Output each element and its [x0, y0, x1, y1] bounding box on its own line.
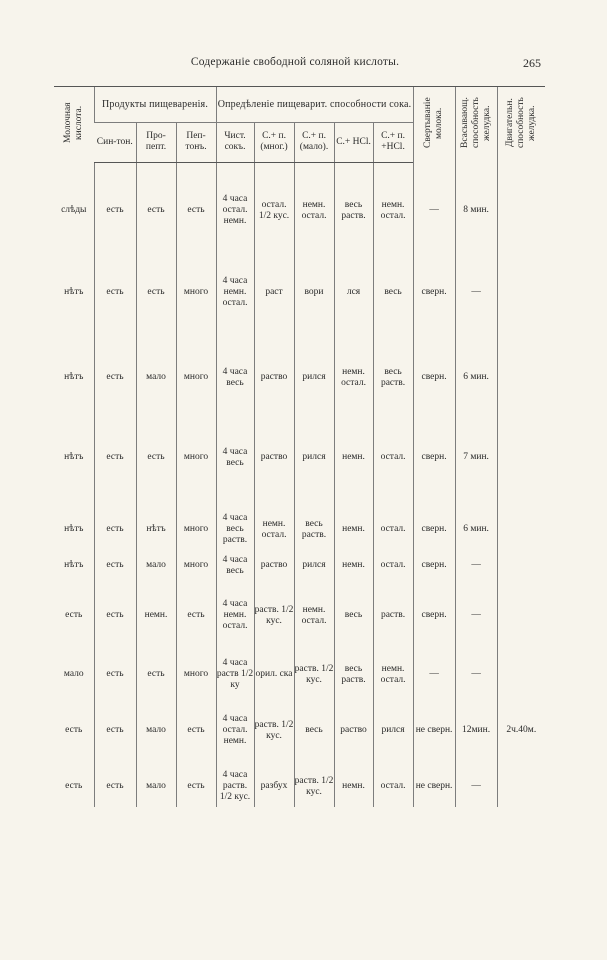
table-cell: раство — [334, 695, 373, 767]
table-cell: 4 часа весь — [216, 345, 254, 411]
table-cell — [497, 655, 545, 695]
table-cell: не сверн. — [413, 767, 455, 807]
table-row — [54, 345, 545, 411]
table-cell: много — [176, 655, 216, 695]
table-cell: нѣтъ — [136, 505, 176, 555]
table-cell: есть — [94, 695, 136, 767]
header-syntone: Син-тон. — [94, 122, 136, 162]
table-cell: раство — [254, 345, 294, 411]
table-cell: 4 часа весь — [216, 555, 254, 577]
table-cell: немн. — [334, 767, 373, 807]
table-cell: немн. остал. — [373, 181, 413, 241]
table-cell: раств. 1/2 кус. — [254, 577, 294, 655]
table-cell: весь — [334, 577, 373, 655]
table-row — [54, 241, 545, 345]
table-cell: немн. остал. — [373, 655, 413, 695]
table-cell: 4 часа немн. остал. — [216, 577, 254, 655]
table-cell: остал. — [373, 505, 413, 555]
page-header — [0, 56, 607, 72]
table-cell — [497, 577, 545, 655]
table-cell: немн. остал. — [334, 345, 373, 411]
table-cell: весь раств. — [334, 181, 373, 241]
table-cell: 4 часа весь — [216, 411, 254, 505]
table-cell: раств. 1/2 кус. — [294, 767, 334, 807]
table-row — [54, 505, 545, 555]
table-cell: мало — [136, 555, 176, 577]
table-cell: — — [455, 241, 497, 345]
table-cell: рился — [294, 555, 334, 577]
table-cell: есть — [94, 411, 136, 505]
table-cell: слѣды — [61, 205, 87, 215]
table-row — [54, 411, 545, 505]
table-cell: — — [455, 577, 497, 655]
table-cell: орил. ска — [254, 655, 294, 695]
table-cell: немн. остал. — [294, 577, 334, 655]
table-cell: 8 мин. — [455, 181, 497, 241]
table-cell: есть — [176, 767, 216, 807]
table-cell: сверн. — [413, 345, 455, 411]
table-row — [54, 181, 545, 241]
table-cell: раств. 1/2 кус. — [254, 695, 294, 767]
table-cell: раство — [254, 411, 294, 505]
table-cell: остал. 1/2 кус. — [254, 181, 294, 241]
table-cell: есть — [136, 181, 176, 241]
table-cell: разбух — [254, 767, 294, 807]
table-cell: есть — [94, 767, 136, 807]
table-cell: есть — [94, 505, 136, 555]
header-motor-function: Двигательн. способность желудка. — [497, 87, 545, 163]
table-body — [54, 162, 545, 807]
table-cell: мало — [63, 669, 84, 679]
table-cell: 4 часа весь раств. — [216, 505, 254, 555]
page-number: 265 — [523, 56, 541, 70]
table-row — [54, 655, 545, 695]
header-absorption: Всасывающ. способность желудка. — [455, 87, 497, 163]
table-cell: мало — [136, 345, 176, 411]
table-cell: мало — [136, 695, 176, 767]
header-pure-juice: Чист. сокъ. — [216, 122, 254, 162]
table-cell: — — [413, 181, 455, 241]
table-cell: много — [176, 241, 216, 345]
table-cell — [497, 505, 545, 555]
table-cell: раст — [254, 241, 294, 345]
table-cell: немн. — [136, 577, 176, 655]
table-cell: сверн. — [413, 411, 455, 505]
table-cell: раство — [254, 555, 294, 577]
table-cell: рился — [294, 345, 334, 411]
table-spacer — [54, 162, 545, 181]
table-cell: немн. остал. — [294, 181, 334, 241]
data-table — [54, 86, 545, 807]
table-row — [54, 577, 545, 655]
table-cell: есть — [94, 655, 136, 695]
table-cell: есть — [176, 695, 216, 767]
table-cell: немн. остал. — [254, 505, 294, 555]
table-cell — [497, 555, 545, 577]
table-cell: есть — [94, 181, 136, 241]
table-cell: рился — [294, 411, 334, 505]
table-row — [54, 767, 545, 807]
header-juice-pepsin-few: С.+ п. (мало). — [294, 122, 334, 162]
table-cell: — — [455, 655, 497, 695]
table-cell: немн. — [334, 505, 373, 555]
running-title: Содержаніе свободной соляной кислоты. — [190, 56, 400, 68]
data-table-wrap — [54, 86, 545, 807]
header-juice-pepsin-many: С.+ п. (мног.) — [254, 122, 294, 162]
table-header — [54, 87, 545, 163]
table-cell: весь — [373, 241, 413, 345]
table-cell: есть — [65, 725, 83, 735]
table-cell: — — [413, 655, 455, 695]
table-cell: нѣтъ — [64, 524, 84, 534]
table-cell: остал. — [373, 767, 413, 807]
table-cell: нѣтъ — [64, 452, 84, 462]
table-cell: 2ч.40м. — [497, 695, 545, 767]
table-cell: — — [455, 555, 497, 577]
table-row — [54, 695, 545, 767]
table-cell: есть — [176, 181, 216, 241]
table-cell: весь раств. — [334, 655, 373, 695]
table-cell: раств. — [373, 577, 413, 655]
table-cell: весь раств. — [373, 345, 413, 411]
header-juice-hcl: С.+ HCl. — [334, 122, 373, 162]
table-cell — [497, 411, 545, 505]
table-cell: нѣтъ — [64, 372, 84, 382]
table-cell: много — [176, 411, 216, 505]
table-cell: немн. — [334, 411, 373, 505]
table-cell: 6 мин. — [455, 345, 497, 411]
header-group-digestive-capacity: Опредѣленіе пищеварит. способности сока. — [216, 87, 413, 123]
header-group-digestion-products: Продукты пищеваренія. — [94, 87, 216, 123]
table-cell: есть — [94, 241, 136, 345]
table-cell: 12мин. — [455, 695, 497, 767]
table-cell: остал. — [373, 555, 413, 577]
table-cell: 4 часа раств 1/2 ку — [216, 655, 254, 695]
table-cell: сверн. — [413, 241, 455, 345]
table-cell: нѣтъ — [64, 287, 84, 297]
table-cell: 4 часа раств. 1/2 кус. — [216, 767, 254, 807]
table-cell: есть — [136, 655, 176, 695]
table-cell: есть — [94, 577, 136, 655]
header-milk-clotting: Свертываніе молока. — [413, 87, 455, 163]
table-cell: есть — [94, 555, 136, 577]
table-cell — [497, 767, 545, 807]
table-cell: сверн. — [413, 505, 455, 555]
table-cell: остал. — [373, 411, 413, 505]
header-peptone: Пеп-тонъ. — [176, 122, 216, 162]
table-cell: сверн. — [413, 555, 455, 577]
table-cell: нѣтъ — [64, 560, 84, 570]
table-cell — [497, 345, 545, 411]
table-cell: не сверн. — [413, 695, 455, 767]
table-cell: вори — [294, 241, 334, 345]
table-cell: есть — [65, 610, 83, 620]
header-lactic-acid: Молочная кислота. — [54, 87, 94, 163]
table-cell: весь раств. — [294, 505, 334, 555]
table-cell: мало — [136, 767, 176, 807]
table-cell: много — [176, 345, 216, 411]
table-cell: 4 часа остал. немн. — [216, 695, 254, 767]
table-cell: рился — [373, 695, 413, 767]
table-cell — [497, 241, 545, 345]
table-cell — [497, 181, 545, 241]
table-cell: есть — [94, 345, 136, 411]
table-cell: много — [176, 505, 216, 555]
table-cell: есть — [176, 577, 216, 655]
table-cell: весь — [294, 695, 334, 767]
table-cell: сверн. — [413, 577, 455, 655]
table-cell: есть — [65, 781, 83, 791]
table-cell: 6 мин. — [455, 505, 497, 555]
table-cell: есть — [136, 241, 176, 345]
header-juice-pepsin-hcl: С.+ п. +HCl. — [373, 122, 413, 162]
table-cell: — — [455, 767, 497, 807]
table-cell: 4 часа немн. остал. — [216, 241, 254, 345]
table-cell: много — [176, 555, 216, 577]
table-cell: 4 часа остал. немн. — [216, 181, 254, 241]
header-row-1 — [54, 87, 545, 123]
header-propeptone: Про-пепт. — [136, 122, 176, 162]
table-cell: 7 мин. — [455, 411, 497, 505]
table-cell: раств. 1/2 кус. — [294, 655, 334, 695]
table-cell: есть — [136, 411, 176, 505]
table-row — [54, 555, 545, 577]
table-cell: лся — [334, 241, 373, 345]
table-cell: немн. — [334, 555, 373, 577]
